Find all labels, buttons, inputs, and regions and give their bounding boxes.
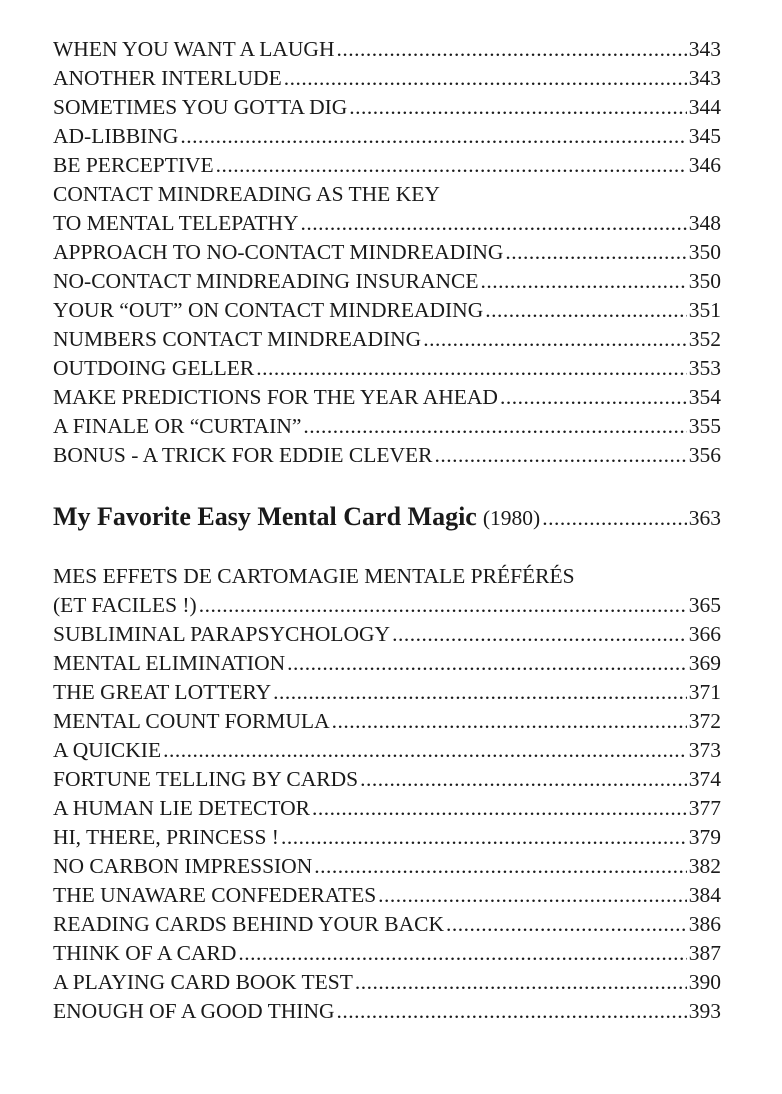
toc-entry-title: BONUS - A TRICK FOR EDDIE CLEVER bbox=[53, 443, 433, 467]
toc-entry-page-number: 377 bbox=[688, 796, 721, 820]
toc-entry-title: HI, THERE, PRINCESS ! bbox=[53, 825, 279, 849]
toc-entry-title: NUMBERS CONTACT MINDREADING bbox=[53, 327, 422, 351]
toc-entry-title: BE PERCEPTIVE bbox=[53, 153, 214, 177]
toc-entry bbox=[53, 209, 721, 238]
leader-dots bbox=[312, 794, 687, 823]
leader-dots bbox=[355, 968, 687, 997]
toc-entry-page-number: 371 bbox=[688, 680, 721, 704]
toc-entry bbox=[53, 296, 721, 325]
leader-dots bbox=[336, 35, 686, 64]
toc-entry-page-number: 346 bbox=[688, 153, 721, 177]
toc-entry bbox=[53, 939, 721, 968]
toc-entry bbox=[53, 354, 721, 383]
leader-dots bbox=[446, 910, 687, 939]
toc-entry-title: A HUMAN LIE DETECTOR bbox=[53, 796, 310, 820]
toc-entry-page-number: 386 bbox=[688, 912, 721, 936]
toc-entry-title: THINK OF A CARD bbox=[53, 941, 237, 965]
toc-entry bbox=[53, 383, 721, 412]
toc-entry-page-number: 354 bbox=[688, 385, 721, 409]
toc-entry-title: OUTDOING GELLER bbox=[53, 356, 255, 380]
toc-entry-page-number: 372 bbox=[688, 709, 721, 733]
toc-entry-title: ENOUGH OF A GOOD THING bbox=[53, 999, 335, 1023]
leader-dots bbox=[481, 267, 687, 296]
toc-entry-page-number: 382 bbox=[688, 854, 721, 878]
toc-entry-title: SOMETIMES YOU GOTTA DIG bbox=[53, 95, 348, 119]
toc-entry-page-number: 373 bbox=[688, 738, 721, 762]
toc-entry-title: SUBLIMINAL PARAPSYCHOLOGY bbox=[53, 622, 391, 646]
toc-entry bbox=[53, 823, 721, 852]
toc-entry-title: ANOTHER INTERLUDE bbox=[53, 66, 282, 90]
toc-entry-page-number: 348 bbox=[688, 211, 721, 235]
toc-entry-page-number: 390 bbox=[688, 970, 721, 994]
leader-dots bbox=[392, 620, 687, 649]
leader-dots bbox=[378, 881, 687, 910]
leader-dots bbox=[500, 383, 687, 412]
toc-entry-title: A QUICKIE bbox=[53, 738, 162, 762]
leader-dots bbox=[360, 765, 687, 794]
section-title: My Favorite Easy Mental Card Magic bbox=[53, 502, 477, 531]
toc-entry-title: NO-CONTACT MINDREADING INSURANCE bbox=[53, 269, 479, 293]
toc-entry-page-number: 374 bbox=[688, 767, 721, 791]
toc-entry bbox=[53, 707, 721, 736]
toc-entry-page-number: 379 bbox=[688, 825, 721, 849]
toc-entry-page-number: 355 bbox=[688, 414, 721, 438]
toc-entry bbox=[53, 620, 721, 649]
table-of-contents bbox=[53, 35, 721, 1026]
toc-entry-page-number: 384 bbox=[688, 883, 721, 907]
toc-entry bbox=[53, 238, 721, 267]
toc-entry-page-number: 366 bbox=[688, 622, 721, 646]
toc-entry bbox=[53, 93, 721, 122]
toc-entry-page-number: 393 bbox=[688, 999, 721, 1023]
toc-entry-title: THE UNAWARE CONFEDERATES bbox=[53, 883, 377, 907]
toc-entry-page-number: 343 bbox=[688, 37, 721, 61]
toc-entry-title: YOUR “OUT” ON CONTACT MINDREADING bbox=[53, 298, 484, 322]
toc-entry-page-number: 352 bbox=[688, 327, 721, 351]
toc-entry bbox=[53, 881, 721, 910]
leader-dots bbox=[303, 412, 686, 441]
leader-dots bbox=[332, 707, 687, 736]
toc-entry bbox=[53, 852, 721, 881]
leader-dots bbox=[301, 209, 687, 238]
leader-dots bbox=[542, 501, 687, 535]
toc-entry-page-number: 356 bbox=[688, 443, 721, 467]
toc-group-2 bbox=[53, 209, 721, 470]
toc-entry bbox=[53, 968, 721, 997]
toc-entry-title: FORTUNE TELLING BY CARDS bbox=[53, 767, 359, 791]
toc-entry bbox=[53, 35, 721, 64]
toc-entry-title: MENTAL COUNT FORMULA bbox=[53, 709, 330, 733]
toc-entry-page-number: 350 bbox=[688, 240, 721, 264]
toc-entry bbox=[53, 151, 721, 180]
toc-entry bbox=[53, 997, 721, 1026]
toc-entry-title: (ET FACILES !) bbox=[53, 593, 197, 617]
leader-dots bbox=[199, 591, 687, 620]
toc-entry-page-number: 369 bbox=[688, 651, 721, 675]
toc-entry-title: TO MENTAL TELEPATHY bbox=[53, 211, 299, 235]
section-page-number: 363 bbox=[688, 506, 721, 530]
toc-entry-page-number: 344 bbox=[688, 95, 721, 119]
section-year: (1980) bbox=[482, 506, 541, 530]
toc-entry bbox=[53, 325, 721, 354]
leader-dots bbox=[485, 296, 687, 325]
toc-entry bbox=[53, 122, 721, 151]
toc-entry-title: READING CARDS BEHIND YOUR BACK bbox=[53, 912, 444, 936]
toc-entry-line: MES EFFETS DE CARTOMAGIE MENTALE PRÉFÉRÉS bbox=[53, 564, 575, 588]
toc-entry-page-number: 351 bbox=[688, 298, 721, 322]
section-heading bbox=[53, 500, 721, 534]
toc-entry-title: A FINALE OR “CURTAIN” bbox=[53, 414, 302, 438]
toc-entry-title: AD-LIBBING bbox=[53, 124, 179, 148]
leader-dots bbox=[180, 122, 686, 151]
toc-entry bbox=[53, 910, 721, 939]
leader-dots bbox=[349, 93, 686, 122]
leader-dots bbox=[273, 678, 687, 707]
toc-entry-page-number: 345 bbox=[688, 124, 721, 148]
toc-entry-page-number: 343 bbox=[688, 66, 721, 90]
toc-entry bbox=[53, 678, 721, 707]
leader-dots bbox=[281, 823, 687, 852]
toc-entry bbox=[53, 441, 721, 470]
toc-entry bbox=[53, 64, 721, 93]
leader-dots bbox=[287, 649, 687, 678]
toc-entry bbox=[53, 267, 721, 296]
toc-entry bbox=[53, 765, 721, 794]
toc-entry-title: MAKE PREDICTIONS FOR THE YEAR AHEAD bbox=[53, 385, 498, 409]
leader-dots bbox=[163, 736, 687, 765]
toc-entry-title: MENTAL ELIMINATION bbox=[53, 651, 286, 675]
leader-dots bbox=[314, 852, 687, 881]
toc-entry bbox=[53, 591, 721, 620]
toc-entry-title: WHEN YOU WANT A LAUGH bbox=[53, 37, 335, 61]
toc-entry-page-number: 353 bbox=[688, 356, 721, 380]
leader-dots bbox=[256, 354, 687, 383]
toc-group-1 bbox=[53, 35, 721, 180]
toc-entry-title: A PLAYING CARD BOOK TEST bbox=[53, 970, 353, 994]
leader-dots bbox=[238, 939, 686, 968]
toc-entry bbox=[53, 412, 721, 441]
toc-entry bbox=[53, 736, 721, 765]
leader-dots bbox=[216, 151, 687, 180]
leader-dots bbox=[434, 441, 686, 470]
toc-entry-page-number: 365 bbox=[688, 593, 721, 617]
leader-dots bbox=[505, 238, 686, 267]
toc-entry-title: APPROACH TO NO-CONTACT MINDREADING bbox=[53, 240, 504, 264]
leader-dots bbox=[337, 997, 687, 1026]
toc-entry-title: NO CARBON IMPRESSION bbox=[53, 854, 313, 878]
toc-entry bbox=[53, 649, 721, 678]
toc-entry-page-number: 387 bbox=[688, 941, 721, 965]
leader-dots bbox=[284, 64, 687, 93]
toc-entry-page-number: 350 bbox=[688, 269, 721, 293]
toc-entry-line: CONTACT MINDREADING AS THE KEY bbox=[53, 182, 440, 206]
leader-dots bbox=[423, 325, 687, 354]
toc-entry bbox=[53, 794, 721, 823]
toc-group-3 bbox=[53, 591, 721, 1026]
toc-entry-title: THE GREAT LOTTERY bbox=[53, 680, 272, 704]
